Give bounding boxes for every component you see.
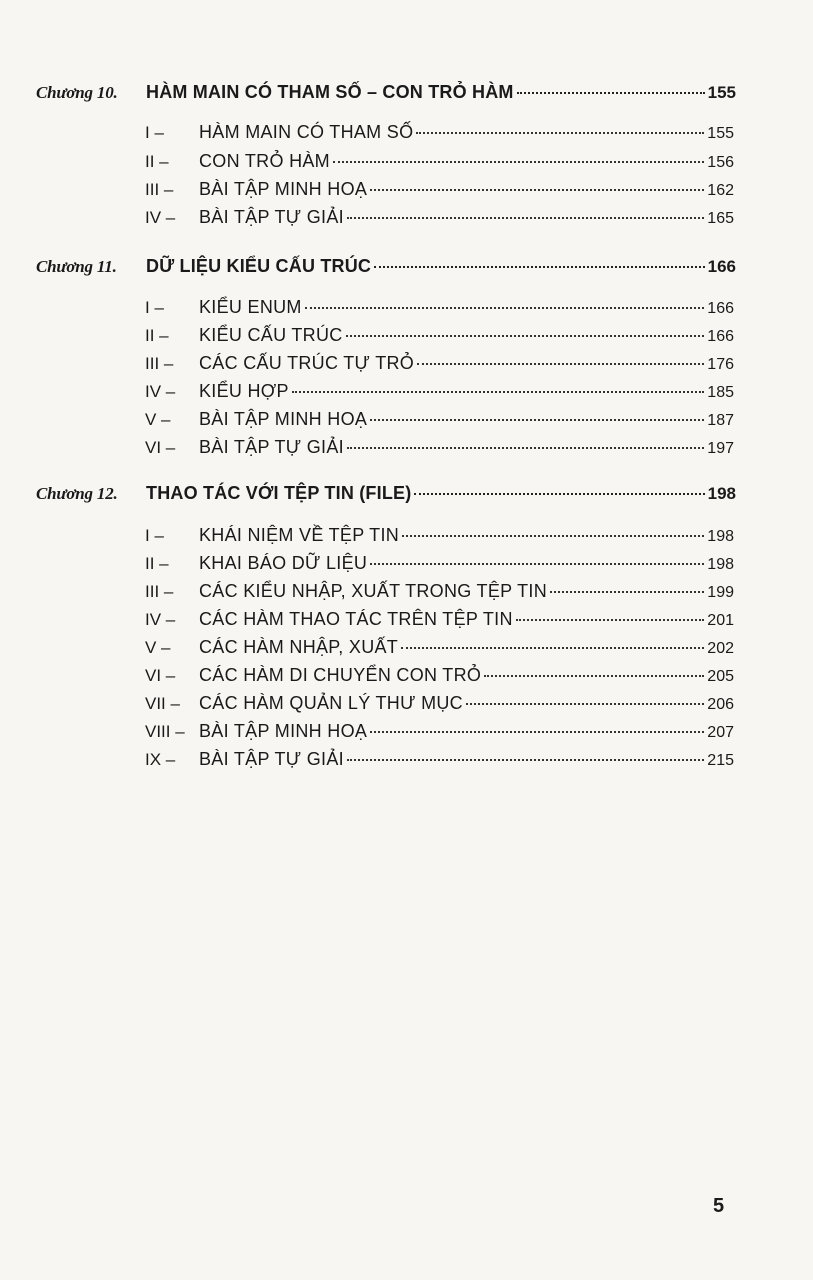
section-page-number: 201	[707, 612, 734, 629]
section-number: III –	[145, 180, 174, 199]
leader-dots	[516, 619, 705, 621]
section-page-number: 166	[707, 328, 734, 345]
section-title: CÁC CẤU TRÚC TỰ TRỎ	[199, 353, 415, 373]
leader-dots	[414, 493, 704, 495]
toc-section-row	[145, 637, 734, 658]
leader-dots	[370, 731, 704, 733]
section-number: IV –	[145, 382, 176, 401]
toc-chapter-row	[36, 82, 736, 103]
section-page-number: 162	[707, 182, 734, 199]
section-page-number: 199	[707, 584, 734, 601]
section-title: BÀI TẬP MINH HOẠ	[199, 409, 368, 429]
section-number: III –	[145, 354, 174, 373]
page-number: 5	[713, 1195, 725, 1217]
leader-dots	[517, 92, 705, 94]
toc-section-row	[145, 207, 734, 228]
section-page-number: 202	[707, 640, 734, 657]
leader-dots	[550, 591, 704, 593]
leader-dots	[370, 563, 704, 565]
leader-dots	[401, 647, 704, 649]
toc-section-row	[145, 581, 734, 602]
leader-dots	[466, 703, 704, 705]
leader-dots	[370, 419, 704, 421]
toc-section-row	[145, 437, 734, 458]
section-title: HÀM MAIN CÓ THAM SỐ	[199, 122, 414, 142]
section-title: KHÁI NIỆM VỀ TỆP TIN	[199, 525, 400, 545]
section-page-number: 165	[707, 210, 734, 227]
section-title: CÁC HÀM DI CHUYỂN CON TRỎ	[199, 665, 482, 685]
section-title: KIỂU HỢP	[199, 381, 289, 401]
toc-chapter-row	[36, 483, 736, 504]
section-page-number: 166	[707, 300, 734, 317]
section-page-number: 215	[707, 752, 734, 769]
leader-dots	[292, 391, 704, 393]
section-page-number: 198	[707, 556, 734, 573]
section-page-number: 207	[707, 724, 734, 741]
leader-dots	[416, 132, 704, 134]
section-number: V –	[145, 410, 171, 429]
leader-dots	[417, 363, 704, 365]
chapter-page-number: 155	[707, 83, 736, 102]
section-page-number: 205	[707, 668, 734, 685]
chapter-label: Chương 10.	[36, 83, 118, 102]
toc-section-row	[145, 325, 734, 346]
section-title: CON TRỎ HÀM	[199, 151, 330, 171]
chapter-title: HÀM MAIN CÓ THAM SỐ – CON TRỎ HÀM	[146, 82, 514, 102]
section-title: BÀI TẬP TỰ GIẢI	[199, 749, 344, 769]
toc-section-row	[145, 179, 734, 200]
section-number: IV –	[145, 208, 176, 227]
section-number: VI –	[145, 666, 176, 685]
leader-dots	[370, 189, 704, 191]
section-number: I –	[145, 526, 164, 545]
section-page-number: 176	[707, 356, 734, 373]
section-number: IX –	[145, 750, 176, 769]
leader-dots	[347, 447, 704, 449]
section-title: BÀI TẬP TỰ GIẢI	[199, 207, 344, 227]
section-title: KIỂU ENUM	[199, 297, 302, 317]
leader-dots	[347, 217, 704, 219]
section-number: I –	[145, 123, 164, 142]
toc-section-row	[145, 553, 734, 574]
section-title: KHAI BÁO DỮ LIỆU	[199, 553, 368, 573]
toc-chapter-row	[36, 256, 736, 277]
section-title: BÀI TẬP TỰ GIẢI	[199, 437, 344, 457]
section-title: BÀI TẬP MINH HOẠ	[199, 721, 368, 741]
section-page-number: 155	[707, 125, 734, 142]
leader-dots	[346, 335, 705, 337]
section-title: CÁC HÀM NHẬP, XUẤT	[199, 637, 399, 657]
section-number: VIII –	[145, 722, 185, 741]
section-title: CÁC HÀM QUẢN LÝ THƯ MỤC	[199, 693, 463, 713]
toc-section-row	[145, 525, 734, 546]
section-page-number: 206	[707, 696, 734, 713]
chapter-label: Chương 11.	[36, 257, 117, 276]
section-title: KIỂU CẤU TRÚC	[199, 325, 343, 345]
section-page-number: 185	[707, 384, 734, 401]
toc-section-row	[145, 353, 734, 374]
toc-section-row	[145, 381, 734, 402]
section-number: III –	[145, 582, 174, 601]
section-page-number: 187	[707, 412, 734, 429]
toc-section-row	[145, 297, 734, 318]
section-page-number: 197	[707, 440, 734, 457]
section-number: VII –	[145, 694, 180, 713]
leader-dots	[402, 535, 704, 537]
toc-section-row	[145, 409, 734, 430]
section-title: CÁC KIỂU NHẬP, XUẤT TRONG TỆP TIN	[199, 581, 547, 601]
section-number: VI –	[145, 438, 176, 457]
chapter-title: THAO TÁC VỚI TỆP TIN (FILE)	[146, 483, 412, 503]
leader-dots	[305, 307, 705, 309]
section-number: II –	[145, 152, 169, 171]
section-title: BÀI TẬP MINH HOẠ	[199, 179, 368, 199]
chapter-page-number: 198	[707, 484, 736, 503]
toc-section-row	[145, 721, 734, 742]
leader-dots	[484, 675, 704, 677]
leader-dots	[347, 759, 704, 761]
section-page-number: 198	[707, 528, 734, 545]
toc-section-row	[145, 122, 734, 143]
toc-section-row	[145, 151, 734, 172]
section-number: II –	[145, 326, 169, 345]
toc-section-row	[145, 749, 734, 770]
toc-section-row	[145, 693, 734, 714]
section-title: CÁC HÀM THAO TÁC TRÊN TỆP TIN	[199, 609, 513, 629]
section-number: V –	[145, 638, 171, 657]
leader-dots	[374, 266, 704, 268]
section-number: II –	[145, 554, 169, 573]
section-page-number: 156	[707, 154, 734, 171]
chapter-page-number: 166	[707, 257, 736, 276]
section-number: IV –	[145, 610, 176, 629]
section-number: I –	[145, 298, 164, 317]
toc-section-row	[145, 665, 734, 686]
chapter-label: Chương 12.	[36, 484, 118, 503]
leader-dots	[333, 161, 704, 163]
chapter-title: DỮ LIỆU KIỂU CẤU TRÚC	[146, 256, 372, 276]
toc-section-row	[145, 609, 734, 630]
